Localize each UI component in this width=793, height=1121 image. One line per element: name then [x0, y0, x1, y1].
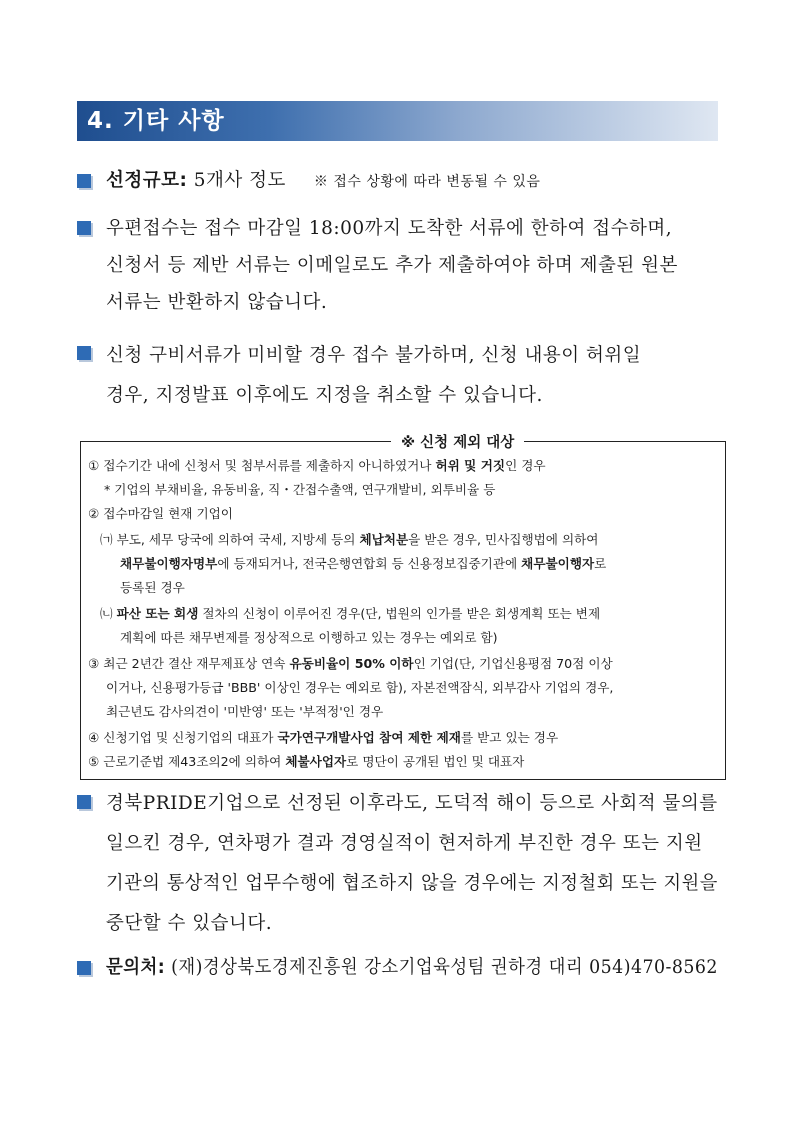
paragraph-line: 경우, 지정발표 이후에도 지정을 취소할 수 있습니다.: [106, 385, 543, 406]
contact-label: 문의처:: [106, 957, 166, 978]
section-title: 4. 기타 사항: [87, 108, 225, 134]
bullet-square-icon: [77, 346, 91, 360]
bullet-square-icon: [77, 961, 91, 975]
selection-scale-note: ※ 접수 상황에 따라 변동될 수 있음: [313, 174, 541, 190]
designation-revocation-paragraph: [106, 784, 718, 944]
exclusion-line-7: ㈁ 파산 또는 회생 절차의 신청이 이루어진 경우(단, 법원의 인가를 받은 회생계획 또는 변제: [100, 606, 601, 621]
paragraph-line: 신청서 등 제반 서류는 이메일로도 추가 제출하여야 하며 제출된 원본: [106, 255, 678, 276]
exclusion-box-title: ※ 신청 제외 대상: [391, 431, 524, 452]
paragraph-line: 중단할 수 있습니다.: [106, 913, 273, 934]
selection-scale-label: 선정규모:: [106, 170, 188, 191]
exclusion-line-10: 이거나, 신용평가등급 'BBB' 이상인 경우는 예외로 함), 자본전액잠식, 외부감사 기업의 경우,: [106, 680, 614, 695]
exclusion-line-6: 등록된 경우: [120, 580, 185, 595]
paragraph-line: 경북PRIDE기업으로 선정된 이후라도, 도덕적 해이 등으로 사회적 물의를: [106, 793, 718, 814]
exclusion-line-13: ⑤ 근로기준법 제43조의2에 의하여 체불사업자로 명단이 공개된 법인 및 대표자: [88, 754, 525, 769]
exclusion-line-3: ② 접수마감일 현재 기업이: [88, 506, 233, 521]
exclusion-line-11: 최근년도 감사의견이 '미반영' 또는 '부적정'인 경우: [106, 704, 384, 719]
exclusion-box: [80, 435, 726, 780]
exclusion-line-12: ④ 신청기업 및 신청기업의 대표가 국가연구개발사업 참여 제한 제재를 받고 있는 경우: [88, 730, 559, 745]
contact-value: (재)경상북도경제진흥원 강소기업육성팀 권하경 대리 054)470-8562: [165, 957, 718, 978]
paragraph-line: 우편접수는 접수 마감일 18:00까지 도착한 서류에 한하여 접수하며,: [106, 218, 673, 239]
selection-scale-value: 5개사 정도: [187, 170, 286, 191]
exclusion-line-1: ① 접수기간 내에 신청서 및 첨부서류를 제출하지 아니하였거나 허위 및 거짓인 경우: [88, 458, 546, 473]
paragraph-line: 일으킨 경우, 연차평가 결과 경영실적이 현저하게 부진한 경우 또는 지원: [106, 833, 703, 854]
incomplete-documents-paragraph: [106, 336, 718, 416]
contact-info: [106, 950, 718, 986]
selection-scale: [106, 163, 718, 200]
paragraph-line: 기관의 통상적인 업무수행에 협조하지 않을 경우에는 지정철회 또는 지원을: [106, 873, 718, 894]
paragraph-line: 신청 구비서류가 미비할 경우 접수 불가하며, 신청 내용이 허위일: [106, 345, 642, 366]
bullet-square-icon: [77, 221, 91, 235]
exclusion-line-4: ㈀ 부도, 세무 당국에 의하여 국세, 지방세 등의 체납처분을 받은 경우, 민사집행법에 의하여: [100, 532, 599, 547]
exclusion-line-2: * 기업의 부채비율, 유동비율, 직・간접수출액, 연구개발비, 외투비율 등: [104, 482, 496, 497]
bullet-square-icon: [77, 174, 91, 188]
exclusion-line-8: 계획에 따른 채무변제를 정상적으로 이행하고 있는 경우는 예외로 함): [120, 630, 498, 645]
bullet-square-icon: [77, 795, 91, 809]
exclusion-line-5: 채무불이행자명부에 등재되거나, 전국은행연합회 등 신용정보집중기관에 채무불이행자로: [120, 556, 607, 571]
paragraph-line: 서류는 반환하지 않습니다.: [106, 292, 328, 313]
exclusion-line-9: ③ 최근 2년간 결산 재무제표상 연속 유동비율이 50% 이하인 기업(단, 기업신용평점 70점 이상: [88, 656, 613, 671]
postal-submission-paragraph: [106, 210, 718, 321]
